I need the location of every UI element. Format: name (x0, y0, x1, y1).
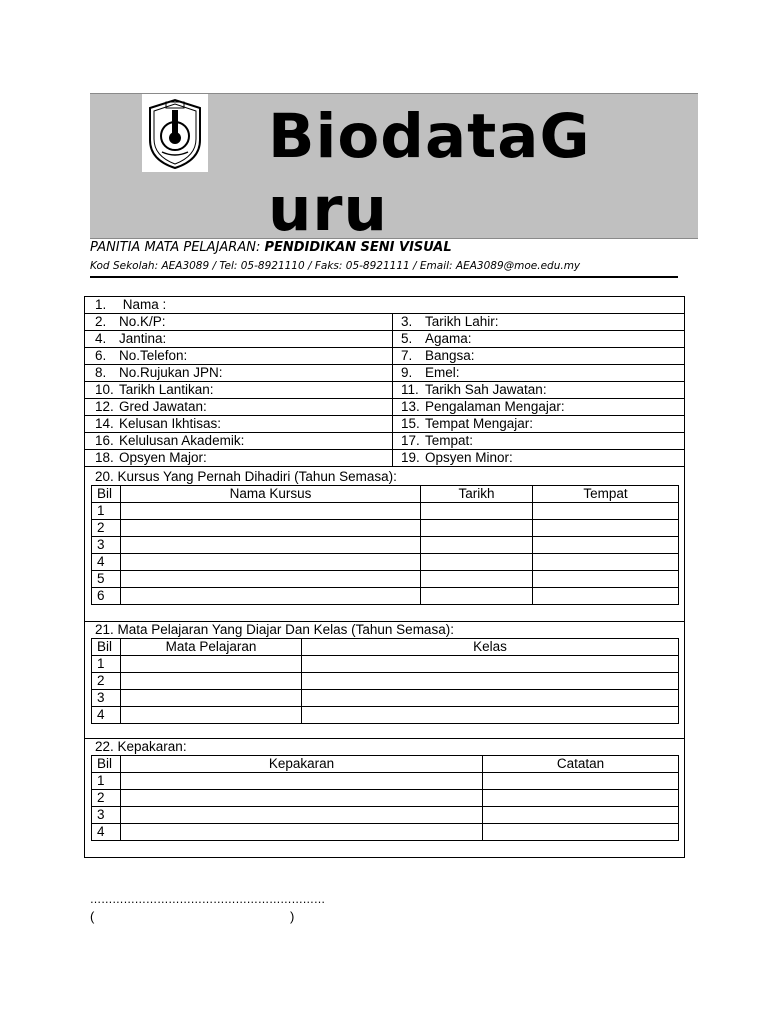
row-number: 4 (92, 824, 121, 841)
field-label: Tarikh Sah Jawatan: (425, 382, 547, 397)
field-pengalaman-mengajar (393, 399, 684, 415)
col-header-kelas: Kelas (302, 639, 679, 656)
field-nama (85, 297, 684, 313)
col-header-kepakaran: Kepakaran (121, 756, 483, 773)
field-number: 5. (401, 331, 413, 346)
field-no-kp (85, 314, 393, 330)
row-number: 4 (92, 707, 121, 724)
table-row (92, 588, 679, 605)
table-row (92, 554, 679, 571)
input-cell[interactable] (421, 520, 533, 537)
mata-pelajaran-section-title: 21. Mata Pelajaran Yang Diajar Dan Kelas (Tahun Semasa): (95, 622, 454, 637)
field-label: Bangsa: (425, 348, 475, 363)
field-opsyen-minor (393, 450, 684, 466)
field-bangsa (393, 348, 684, 364)
input-cell[interactable] (483, 807, 679, 824)
table-row (92, 773, 679, 790)
field-row (85, 382, 684, 399)
field-number: 1. (95, 297, 107, 312)
input-cell[interactable] (533, 520, 679, 537)
row-number: 3 (92, 537, 121, 554)
field-row (85, 331, 684, 348)
col-header-nama-kursus: Nama Kursus (121, 486, 421, 503)
input-cell[interactable] (533, 503, 679, 520)
input-cell[interactable] (121, 790, 483, 807)
field-number: 19. (401, 450, 420, 465)
table-header-row (92, 639, 679, 656)
field-number: 10. (95, 382, 114, 397)
col-header-tarikh: Tarikh (421, 486, 533, 503)
panitia-line (90, 240, 452, 255)
input-cell[interactable] (302, 656, 679, 673)
field-label: Kelulusan Akademik: (119, 433, 245, 448)
input-cell[interactable] (121, 554, 421, 571)
school-crest-icon (142, 94, 208, 172)
table-row (92, 520, 679, 537)
row-number: 4 (92, 554, 121, 571)
field-tarikh-sah-jawatan (393, 382, 684, 398)
input-cell[interactable] (121, 656, 302, 673)
input-cell[interactable] (121, 571, 421, 588)
field-number: 8. (95, 365, 107, 380)
input-cell[interactable] (483, 824, 679, 841)
table-row (92, 571, 679, 588)
field-number: 15. (401, 416, 420, 431)
row-number: 2 (92, 520, 121, 537)
field-row (85, 314, 684, 331)
field-row (85, 399, 684, 416)
document-title: BiodataGuru (268, 101, 591, 245)
col-header-bil: Bil (92, 486, 121, 503)
field-number: 11. (401, 382, 419, 397)
field-label: Tarikh Lantikan: (119, 382, 214, 397)
field-number: 9. (401, 365, 413, 380)
field-label: No.Rujukan JPN: (119, 365, 223, 380)
field-agama (393, 331, 684, 347)
input-cell[interactable] (121, 807, 483, 824)
field-label: Jantina: (119, 331, 167, 346)
field-number: 18. (95, 450, 114, 465)
field-kelulusan-akademik (85, 433, 393, 449)
field-label: Agama: (425, 331, 472, 346)
input-cell[interactable] (121, 673, 302, 690)
input-cell[interactable] (533, 554, 679, 571)
input-cell[interactable] (121, 707, 302, 724)
input-cell[interactable] (421, 537, 533, 554)
row-number: 2 (92, 673, 121, 690)
panitia-label: PANITIA MATA PELAJARAN: (90, 240, 261, 255)
field-label: Opsyen Major: (119, 450, 207, 465)
input-cell[interactable] (121, 690, 302, 707)
mata-pelajaran-table (91, 638, 679, 724)
field-label: Pengalaman Mengajar: (425, 399, 565, 414)
input-cell[interactable] (421, 503, 533, 520)
field-no-rujukan-jpn (85, 365, 393, 381)
input-cell[interactable] (483, 790, 679, 807)
table-header-row (92, 756, 679, 773)
field-label: No.K/P: (119, 314, 166, 329)
field-label: Emel: (425, 365, 460, 380)
field-row (85, 433, 684, 450)
row-number: 1 (92, 656, 121, 673)
input-cell[interactable] (121, 824, 483, 841)
field-row (85, 450, 684, 467)
col-header-bil: Bil (92, 756, 121, 773)
field-number: 14. (95, 416, 114, 431)
table-row (92, 790, 679, 807)
input-cell[interactable] (121, 773, 483, 790)
field-opsyen-major (85, 450, 393, 466)
field-label: Tempat Mengajar: (425, 416, 534, 431)
field-label: Kelusan Ikhtisas: (119, 416, 222, 431)
input-cell[interactable] (121, 503, 421, 520)
row-number: 1 (92, 503, 121, 520)
field-no-telefon (85, 348, 393, 364)
row-number: 1 (92, 773, 121, 790)
kepakaran-table (91, 755, 679, 841)
input-cell[interactable] (121, 520, 421, 537)
input-cell[interactable] (533, 537, 679, 554)
field-kelusan-ikhtisas (85, 416, 393, 432)
biodata-form (84, 296, 685, 858)
field-tempat (393, 433, 684, 449)
field-tempat-mengajar (393, 416, 684, 432)
header-divider (90, 276, 678, 278)
field-label: Opsyen Minor: (425, 450, 513, 465)
kepakaran-section-title: 22. Kepakaran: (95, 739, 187, 754)
col-header-tempat: Tempat (533, 486, 679, 503)
field-jantina (85, 331, 393, 347)
field-number: 17. (401, 433, 420, 448)
input-cell[interactable] (302, 707, 679, 724)
table-row (92, 673, 679, 690)
field-row (85, 348, 684, 365)
field-row (85, 416, 684, 433)
field-number: 3. (401, 314, 413, 329)
field-number: 13. (401, 399, 420, 414)
contact-line: Kod Sekolah: AEA3089 / Tel: 05-8921110 / Faks: 05-8921111 / Email: AEA3089@moe.edu.my (90, 260, 581, 272)
table-row (92, 537, 679, 554)
table-row (92, 824, 679, 841)
input-cell[interactable] (483, 773, 679, 790)
field-label: Gred Jawatan: (119, 399, 207, 414)
field-number: 12. (95, 399, 114, 414)
table-row (92, 807, 679, 824)
field-row (85, 297, 684, 314)
field-row (85, 365, 684, 382)
row-number: 5 (92, 571, 121, 588)
input-cell[interactable] (421, 554, 533, 571)
field-label: Tarikh Lahir: (425, 314, 499, 329)
row-number: 6 (92, 588, 121, 605)
col-header-catatan: Catatan (483, 756, 679, 773)
col-header-mata-pelajaran: Mata Pelajaran (121, 639, 302, 656)
field-label: Tempat: (425, 433, 474, 448)
input-cell[interactable] (533, 588, 679, 605)
table-header-row (92, 486, 679, 503)
input-cell[interactable] (121, 537, 421, 554)
kursus-section-title: 20. Kursus Yang Pernah Dihadiri (Tahun Semasa): (95, 469, 397, 484)
field-emel (393, 365, 684, 381)
input-cell[interactable] (421, 571, 533, 588)
table-row (92, 503, 679, 520)
row-number: 3 (92, 807, 121, 824)
field-tarikh-lahir (393, 314, 684, 330)
table-row (92, 656, 679, 673)
table-row (92, 690, 679, 707)
field-label: No.Telefon: (119, 348, 188, 363)
table-row (92, 707, 679, 724)
input-cell[interactable] (421, 588, 533, 605)
panitia-subject: PENDIDIKAN SENI VISUAL (264, 240, 452, 255)
input-cell[interactable] (533, 571, 679, 588)
field-number: 2. (95, 314, 107, 329)
field-number: 16. (95, 433, 114, 448)
col-header-bil: Bil (92, 639, 121, 656)
field-label: Nama : (122, 297, 167, 312)
input-cell[interactable] (121, 588, 421, 605)
field-number: 4. (95, 331, 107, 346)
signature-name-open: ( (90, 909, 95, 924)
row-number: 2 (92, 790, 121, 807)
field-tarikh-lantikan (85, 382, 393, 398)
field-number: 6. (95, 348, 107, 363)
signature-line: ……………………………………………………… (90, 893, 326, 906)
row-number: 3 (92, 690, 121, 707)
kursus-table (91, 485, 679, 605)
input-cell[interactable] (302, 690, 679, 707)
field-number: 7. (401, 348, 413, 363)
field-gred-jawatan (85, 399, 393, 415)
signature-name-close: ) (290, 909, 295, 924)
input-cell[interactable] (302, 673, 679, 690)
